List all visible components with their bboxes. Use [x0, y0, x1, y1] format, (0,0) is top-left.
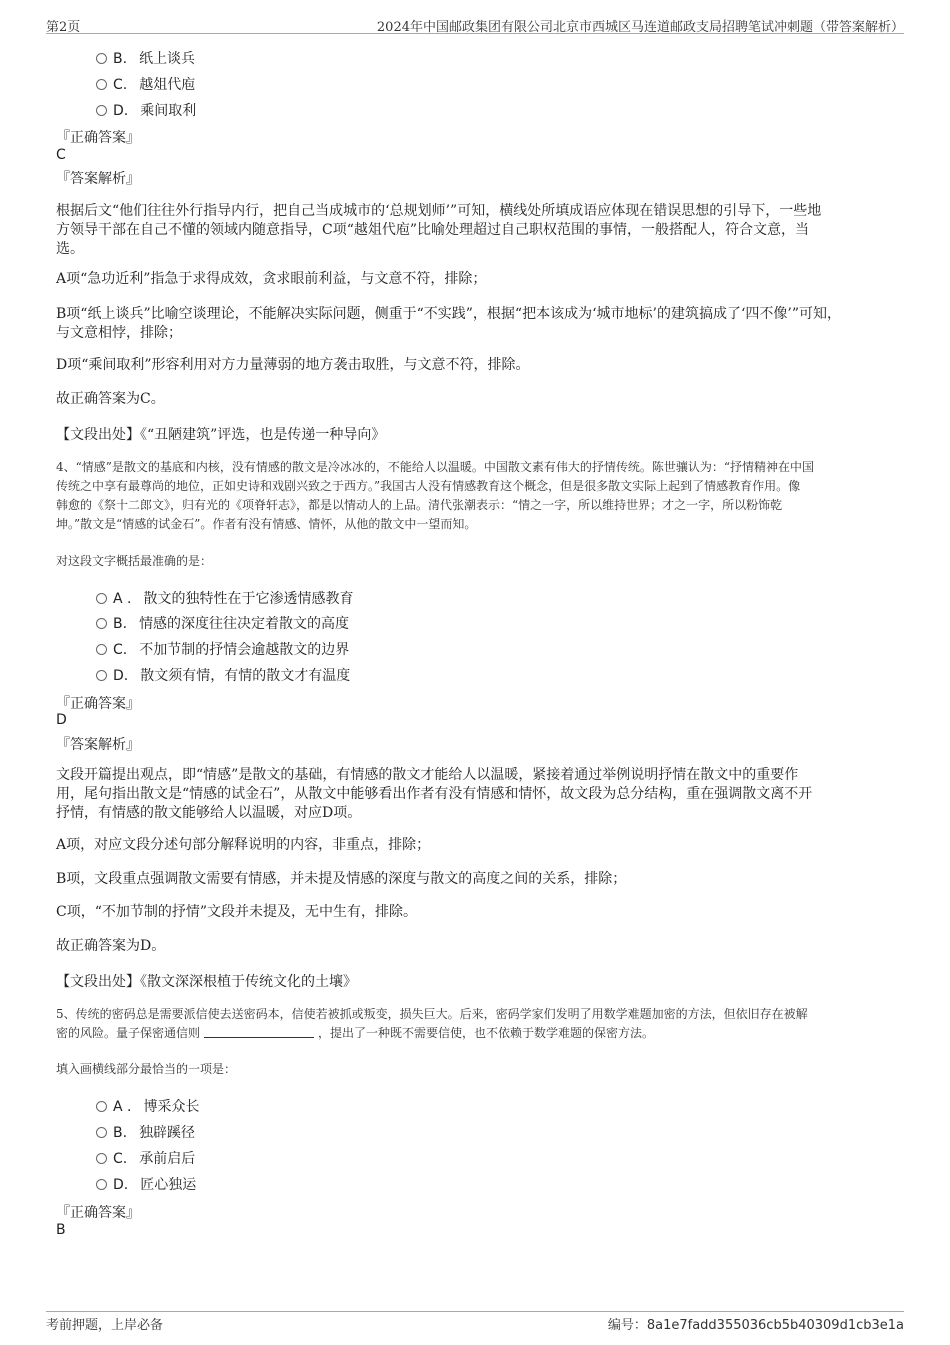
- q4-option-b[interactable]: B. 情感的深度往往决定着散文的高度: [96, 613, 349, 635]
- q4-analysis-b: B项，文段重点强调散文需要有情感，并未提及情感的深度与散文的高度之间的关系，排除；: [56, 871, 627, 887]
- radio-icon[interactable]: [96, 105, 107, 116]
- radio-icon[interactable]: [96, 644, 107, 655]
- radio-icon[interactable]: [96, 1127, 107, 1138]
- radio-icon[interactable]: [96, 670, 107, 681]
- radio-icon[interactable]: [96, 1153, 107, 1164]
- q5-option-d[interactable]: D. 匠心独运: [96, 1174, 196, 1196]
- q3-conclusion: 故正确答案为C。: [56, 391, 165, 407]
- q5-option-a[interactable]: A . 博采众长: [96, 1096, 199, 1118]
- q4-answer: D: [56, 712, 67, 728]
- page-header: [46, 14, 904, 34]
- q3-answer-label: 『正确答案』: [56, 130, 140, 146]
- q3-answer: C: [56, 147, 66, 163]
- radio-icon[interactable]: [96, 593, 107, 604]
- q3-option-b[interactable]: B. 纸上谈兵: [96, 48, 195, 70]
- q4-source: 【文段出处】《散文深深根植于传统文化的土壤》: [56, 974, 357, 990]
- q4-analysis-label: 『答案解析』: [56, 737, 140, 753]
- q5-answer: B: [56, 1222, 66, 1238]
- q3-analysis-a: A项“急功近利”指急于求得成效，贪求眼前利益，与文意不符，排除；: [56, 271, 487, 287]
- q3-analysis-main: 根据后文“他们往往外行指导内行，把自己当成城市的‘总规划师’”可知，横线处所填成语应体现在错误思想的引导下，一些地 方领导干部在自己不懂的领域内随意指导，C项“越俎代庖”比喻处理超过自己职权范围的事情，一般搭配人，符合文意，当 选。: [56, 203, 822, 257]
- q4-option-c[interactable]: C. 不加节制的抒情会逾越散文的边界: [96, 639, 349, 661]
- footer-slogan: 考前押题，上岸必备: [46, 1318, 164, 1333]
- radio-icon[interactable]: [96, 618, 107, 629]
- q3-analysis-b: B项“纸上谈兵”比喻空谈理论，不能解决实际问题，侧重于“不实践”，根据“把本该成为‘城市地标’的建筑搞成了‘四不像’”可知， 与文意相悖，排除；: [56, 306, 842, 341]
- radio-icon[interactable]: [96, 79, 107, 90]
- radio-icon[interactable]: [96, 1179, 107, 1190]
- q3-analysis-label: 『答案解析』: [56, 171, 140, 187]
- radio-icon[interactable]: [96, 53, 107, 64]
- header-divider: [46, 33, 904, 34]
- q5-option-b[interactable]: B. 独辟蹊径: [96, 1122, 195, 1144]
- document-code: 编号：8a1e7fadd355036cb5b40309d1cb3e1a: [607, 1318, 904, 1333]
- q5-stem: 5、传统的密码总是需要派信使去送密码本，信使若被抓或叛变，损失巨大。后来，密码学家们发明了用数学难题加密的方法，但依旧存在被解 密的风险。量子保密通信则 ，提出了一种既不需要信使，也不依赖于数学难题的保密方法。: [56, 1007, 808, 1040]
- q5-prompt: 填入画横线部分最恰当的一项是：: [56, 1062, 237, 1076]
- q3-analysis-d: D项“乘间取利”形容利用对方力量薄弱的地方袭击取胜，与文意不符，排除。: [56, 357, 530, 373]
- q4-option-a[interactable]: A . 散文的独特性在于它渗透情感教育: [96, 588, 353, 610]
- q4-prompt: 对这段文字概括最准确的是：: [56, 554, 213, 568]
- q5-option-c[interactable]: C. 承前启后: [96, 1148, 195, 1170]
- q5-answer-label: 『正确答案』: [56, 1205, 140, 1221]
- radio-icon[interactable]: [96, 1101, 107, 1112]
- q4-answer-label: 『正确答案』: [56, 696, 140, 712]
- footer-divider: [46, 1311, 904, 1312]
- q4-stem: 4、“情感”是散文的基底和内核，没有情感的散文是冷冰冰的，不能给人以温暖。中国散文素有伟大的抒情传统。陈世骧认为：“抒情精神在中国 传统之中享有最尊尚的地位，正如史诗和戏剧兴致之于西方。”我国古人没有情感教育这个概念，但是很多散文实际上起到了情感教育作用。像 韩愈的《祭十二郎文》，归有光的《项脊轩志》，都是以情动人的上品。清代张潮表示：“情之一字，所以维持世界；才之一字，所以粉饰乾 坤。”散文是“情感的试金石”。作者有没有情感、情怀，从他的散文中一望而知。: [56, 460, 815, 531]
- q4-analysis-a: A项，对应文段分述句部分解释说明的内容，非重点，排除；: [56, 837, 431, 853]
- page-number: 第2页: [46, 20, 81, 35]
- q4-option-d[interactable]: D. 散文须有情，有情的散文才有温度: [96, 665, 350, 687]
- fill-in-blank: [204, 1025, 314, 1038]
- q3-source: 【文段出处】《“丑陋建筑”评选，也是传递一种导向》: [56, 427, 386, 443]
- q3-option-c[interactable]: C. 越俎代庖: [96, 74, 195, 96]
- q4-analysis-c: C项，“不加节制的抒情”文段并未提及，无中生有，排除。: [56, 904, 418, 920]
- q4-conclusion: 故正确答案为D。: [56, 938, 166, 954]
- q4-analysis-main: 文段开篇提出观点，即“情感”是散文的基础，有情感的散文才能给人以温暖，紧接着通过举例说明抒情在散文中的重要作 用，尾句指出散文是“情感的试金石”，从散文中能够看出作者有没有情感和情怀，故文段为总分结构，重在强调散文离不开 抒情，有情感的散文能够给人以温暖，对应D项。: [56, 767, 813, 821]
- document-title: 2024年中国邮政集团有限公司北京市西城区马连道邮政支局招聘笔试冲刺题（带答案解析）: [376, 20, 904, 35]
- q3-option-d[interactable]: D. 乘间取利: [96, 100, 196, 122]
